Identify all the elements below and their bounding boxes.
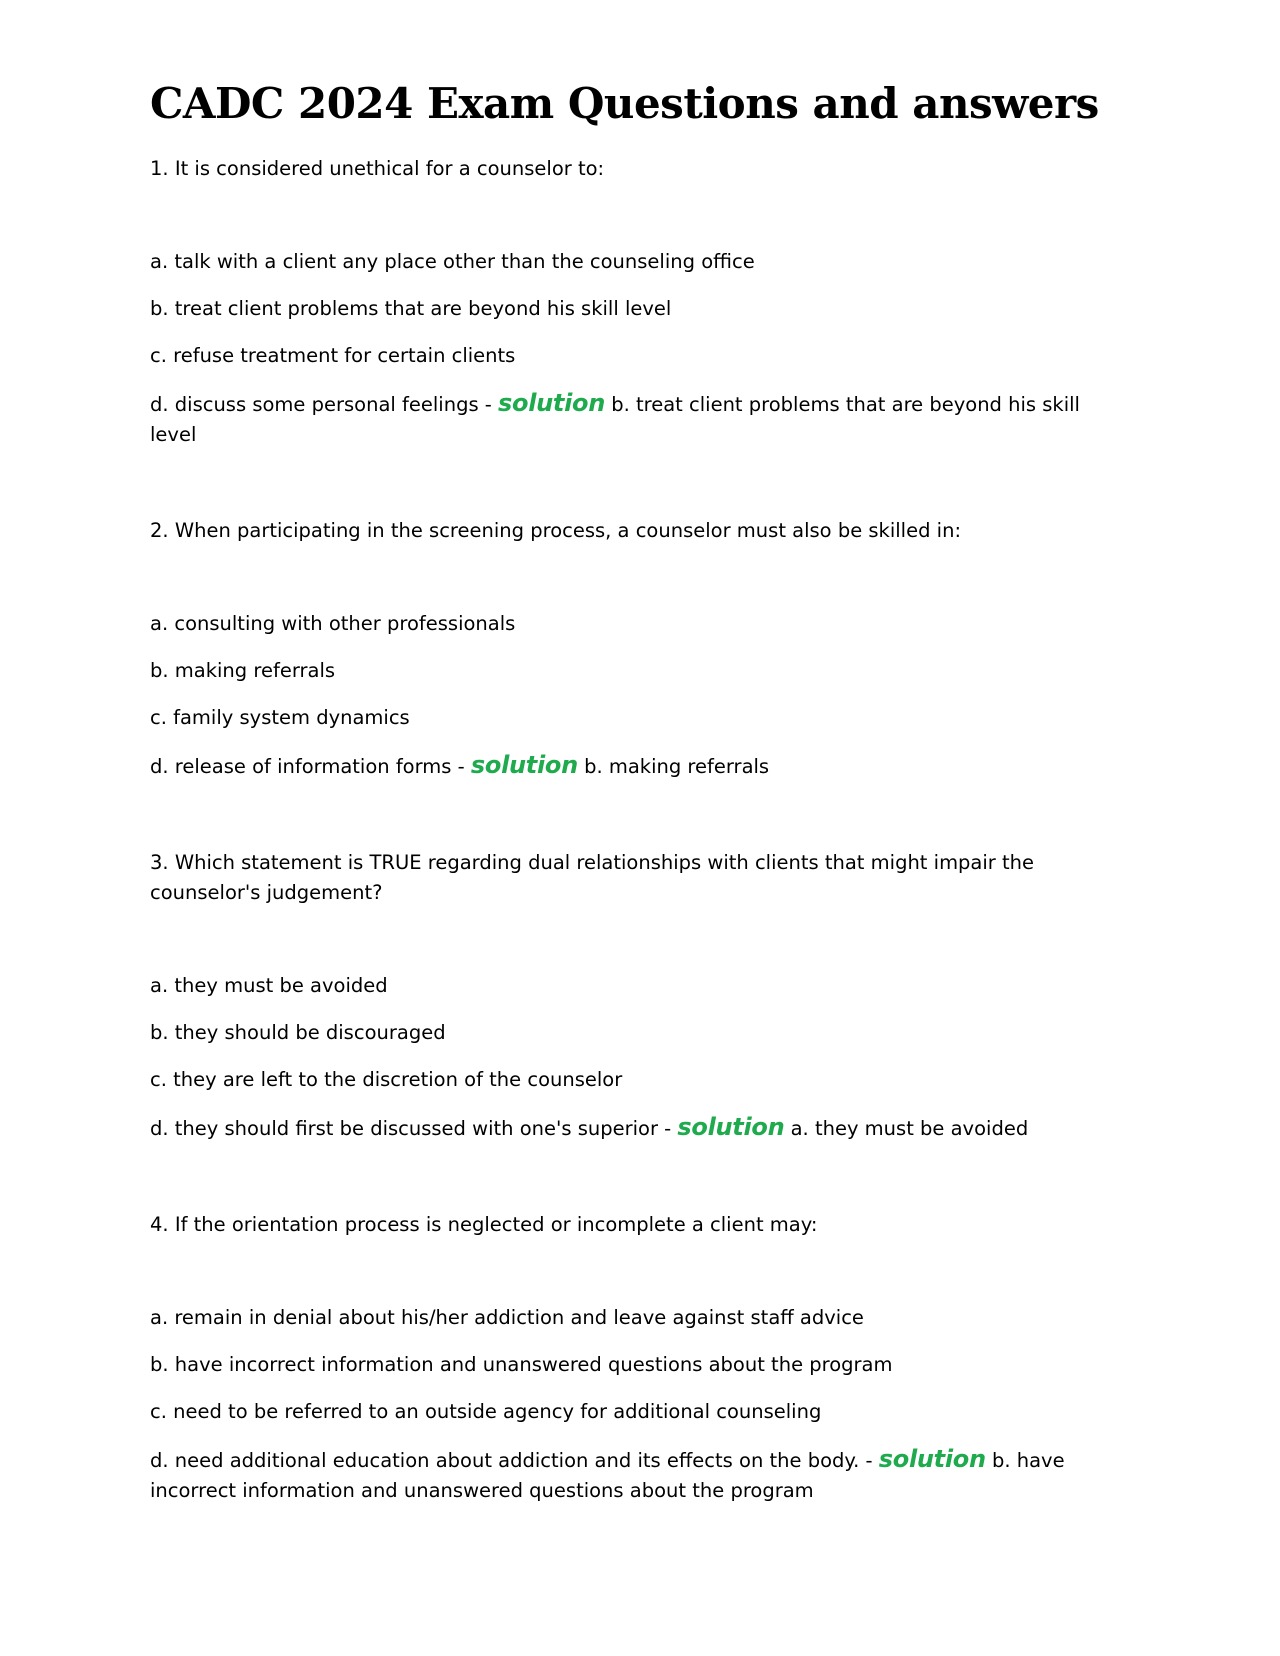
document-title: CADC 2024 Exam Questions and answers — [150, 79, 1099, 128]
solution-answer: b. treat client problems that are beyond his skill level — [150, 393, 1080, 446]
option-b: b. they should be discouraged — [150, 1021, 446, 1044]
question-number: 4. — [150, 1213, 169, 1236]
option-d-with-solution — [150, 1444, 1125, 1506]
question-4 — [150, 1210, 1125, 1506]
option-d: d. release of information forms - — [150, 755, 465, 778]
option-d-with-solution — [150, 1112, 1125, 1144]
question-text — [150, 1210, 1125, 1240]
question-prompt: If the orientation process is neglected or incomplete a client may: — [174, 1213, 818, 1236]
question-text — [150, 848, 1125, 908]
option-c: c. they are left to the discretion of the counselor — [150, 1068, 623, 1091]
solution-label: solution — [470, 751, 578, 779]
solution-label: solution — [878, 1445, 986, 1473]
question-text — [150, 154, 1125, 184]
option-c: c. family system dynamics — [150, 706, 410, 729]
option-c: c. refuse treatment for certain clients — [150, 344, 516, 367]
option-d-with-solution — [150, 388, 1125, 450]
solution-answer: a. they must be avoided — [790, 1117, 1029, 1140]
question-text — [150, 516, 1125, 546]
option-d: d. discuss some personal feelings - — [150, 393, 492, 416]
solution-answer: b. have incorrect information and unanswered questions about the program — [150, 1449, 1065, 1502]
question-2 — [150, 516, 1125, 782]
option-a: a. remain in denial about his/her addiction and leave against staff advice — [150, 1306, 864, 1329]
option-b: b. have incorrect information and unanswered questions about the program — [150, 1353, 893, 1376]
solution-answer: b. making referrals — [584, 755, 770, 778]
option-b: b. treat client problems that are beyond his skill level — [150, 297, 672, 320]
option-a: a. talk with a client any place other than the counseling office — [150, 250, 755, 273]
question-prompt: When participating in the screening process, a counselor must also be skilled in: — [174, 519, 962, 542]
option-b: b. making referrals — [150, 659, 336, 682]
question-number: 2. — [150, 519, 169, 542]
question-prompt: It is considered unethical for a counselor to: — [174, 157, 605, 180]
option-a: a. consulting with other professionals — [150, 612, 516, 635]
solution-label: solution — [677, 1113, 785, 1141]
option-a: a. they must be avoided — [150, 974, 388, 997]
solution-label: solution — [498, 389, 606, 417]
question-number: 1. — [150, 157, 169, 180]
option-d: d. need additional education about addiction and its effects on the body. - — [150, 1449, 873, 1472]
question-prompt: Which statement is TRUE regarding dual relationships with clients that might impair the counselor's judgement? — [150, 851, 1035, 904]
document-page — [150, 76, 1125, 1572]
question-number: 3. — [150, 851, 169, 874]
option-d-with-solution — [150, 750, 1125, 782]
option-d: d. they should first be discussed with one's superior - — [150, 1117, 672, 1140]
question-3 — [150, 848, 1125, 1144]
question-1 — [150, 154, 1125, 450]
option-c: c. need to be referred to an outside agency for additional counseling — [150, 1400, 822, 1423]
